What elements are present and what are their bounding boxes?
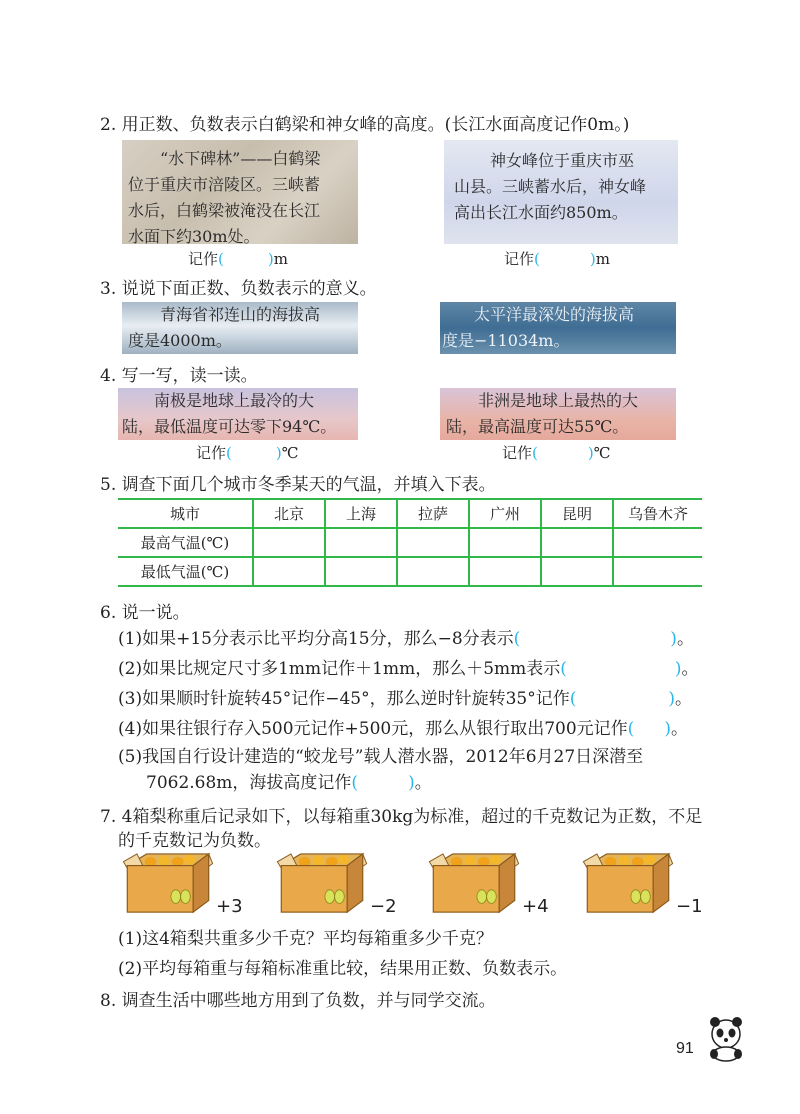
- text-line: 青海省祁连山的海拔高: [160, 305, 321, 324]
- pear-crate-icon: [120, 852, 216, 916]
- text-line: 南极是地球上最冷的大: [154, 391, 315, 410]
- row-label: 最高气温(℃): [118, 528, 253, 557]
- punct: 。: [676, 629, 694, 649]
- q6-item-4: (4)如果往银行存入500元记作+500元，那么从银行取出700元记作( )。: [118, 719, 688, 739]
- q4-title: 4. 写一写，读一读。: [100, 366, 258, 386]
- unit: m: [595, 250, 610, 268]
- text-line: 神女峰位于重庆市巫: [490, 151, 635, 170]
- text-line: 水后，白鹤梁被淹没在长江: [128, 201, 321, 220]
- record-label: 记作: [196, 444, 227, 462]
- q3-title: 3. 说说下面正数、负数表示的意义。: [100, 279, 377, 299]
- pear-crate-icon: [426, 852, 522, 916]
- table-cell[interactable]: [469, 528, 541, 557]
- text-line: 位于重庆市涪陵区。三峡蓄: [128, 175, 321, 194]
- table-header-cell: 拉萨: [397, 499, 469, 528]
- table-row: [118, 499, 702, 528]
- answer-line-shennvfeng: 记作( )m: [504, 250, 610, 268]
- q8-title: 8. 调查生活中哪些地方用到了负数，并与同学交流。: [100, 991, 496, 1011]
- item-text: (1)如果+15分表示比平均分高15分，那么−8分表示: [118, 629, 514, 649]
- table-header-cell: 城市: [118, 499, 253, 528]
- table-header-cell: 北京: [253, 499, 325, 528]
- panda-icon: [702, 1014, 750, 1062]
- crate-weight-label: −1: [676, 896, 703, 917]
- unit: m: [273, 250, 288, 268]
- record-label: 记作: [502, 444, 533, 462]
- text-line: 度是−11034m。: [442, 331, 570, 350]
- record-label: 记作: [188, 250, 219, 268]
- item-text: (2)如果比规定尺寸多1mm记作＋1mm，那么＋5mm表示: [118, 659, 561, 679]
- answer-line-antarctica: 记作( )℃: [196, 444, 299, 462]
- table-cell[interactable]: [541, 528, 613, 557]
- table-cell[interactable]: [613, 557, 702, 586]
- table-header-cell: 昆明: [541, 499, 613, 528]
- pacific-ocean-panel: [440, 302, 676, 354]
- text-line: 水面下约30m处。: [128, 227, 260, 246]
- temperature-table: [118, 498, 702, 587]
- punct: 。: [675, 689, 693, 709]
- item-text: (4)如果往银行存入500元记作+500元，那么从银行取出700元记作: [118, 719, 628, 739]
- answer-line-africa: 记作( )℃: [502, 444, 611, 462]
- q6-item-1: (1)如果+15分表示比平均分高15分，那么−8分表示( )。: [118, 629, 694, 649]
- q6-item-5-line2: 7062.68m，海拔高度记作( )。: [146, 773, 432, 793]
- qilian-mountain-panel: [122, 302, 358, 354]
- text-line: 陆，最低温度可达零下94℃。: [122, 417, 337, 436]
- item-text: 7062.68m，海拔高度记作: [146, 773, 352, 793]
- q6-title: 6. 说一说。: [100, 603, 190, 623]
- q6-item-2: (2)如果比规定尺寸多1mm记作＋1mm，那么＋5mm表示( )。: [118, 659, 699, 679]
- table-cell[interactable]: [541, 557, 613, 586]
- text-line: 高出长江水面约850m。: [454, 203, 628, 222]
- pear-crate-icon: [580, 852, 676, 916]
- text-line: 陆，最高温度可达55℃。: [446, 417, 629, 436]
- table-cell[interactable]: [325, 557, 397, 586]
- unit: ℃: [281, 444, 299, 462]
- table-cell[interactable]: [469, 557, 541, 586]
- item-text: (3)如果顺时针旋转45°记作−45°，那么逆时针旋转35°记作: [118, 689, 570, 709]
- text-line: 太平洋最深处的海拔高: [474, 305, 635, 324]
- table-cell[interactable]: [253, 528, 325, 557]
- text-line: 度是4000m。: [128, 331, 232, 350]
- antarctica-panel: [118, 388, 358, 440]
- crate-weight-label: +4: [522, 896, 549, 917]
- shennvfeng-panel: [444, 140, 678, 244]
- q6-item-5: (5)我国自行设计建造的“蛟龙号”载人潜水器，2012年6月27日深潜至: [118, 747, 644, 767]
- baiheliang-panel: [122, 140, 358, 244]
- page-number: 91: [676, 1040, 694, 1057]
- table-cell[interactable]: [325, 528, 397, 557]
- unit: ℃: [593, 444, 611, 462]
- q7-sub2: (2)平均每箱重与每箱标准重比较，结果用正数、负数表示。: [118, 959, 568, 979]
- row-label: 最低气温(℃): [118, 557, 253, 586]
- pear-crate-icon: [274, 852, 370, 916]
- answer-line-baiheliang: 记作( )m: [188, 250, 288, 268]
- q6-item-3: (3)如果顺时针旋转45°记作−45°，那么逆时针旋转35°记作( )。: [118, 689, 693, 709]
- q5-title: 5. 调查下面几个城市冬季某天的气温，并填入下表。: [100, 475, 496, 495]
- punct: 。: [670, 719, 688, 739]
- text-line: 山县。三峡蓄水后，神女峰: [454, 177, 647, 196]
- q7-title-line1: 7. 4箱梨称重后记录如下，以每箱重30kg为标准，超过的千克数记为正数，不足: [100, 807, 703, 827]
- q7-title-line2: 的千克数记为负数。: [118, 831, 271, 851]
- q2-title: 2. 用正数、负数表示白鹤梁和神女峰的高度。(长江水面高度记作0m。): [100, 115, 630, 135]
- table-cell[interactable]: [253, 557, 325, 586]
- table-cell[interactable]: [613, 528, 702, 557]
- punct: 。: [414, 773, 432, 793]
- table-header-cell: 乌鲁木齐: [613, 499, 702, 528]
- q7-sub1: (1)这4箱梨共重多少千克？平均每箱重多少千克？: [118, 929, 493, 949]
- table-cell[interactable]: [397, 528, 469, 557]
- text-line: “水下碑林”——白鹤梁: [160, 149, 321, 168]
- table-row: [118, 528, 702, 557]
- crate-weight-label: +3: [216, 896, 243, 917]
- punct: 。: [681, 659, 699, 679]
- table-header-cell: 上海: [325, 499, 397, 528]
- crate-weight-label: −2: [370, 896, 397, 917]
- table-cell[interactable]: [397, 557, 469, 586]
- table-header-cell: 广州: [469, 499, 541, 528]
- table-row: [118, 557, 702, 586]
- africa-panel: [440, 388, 676, 440]
- text-line: 非洲是地球上最热的大: [478, 391, 639, 410]
- record-label: 记作: [504, 250, 535, 268]
